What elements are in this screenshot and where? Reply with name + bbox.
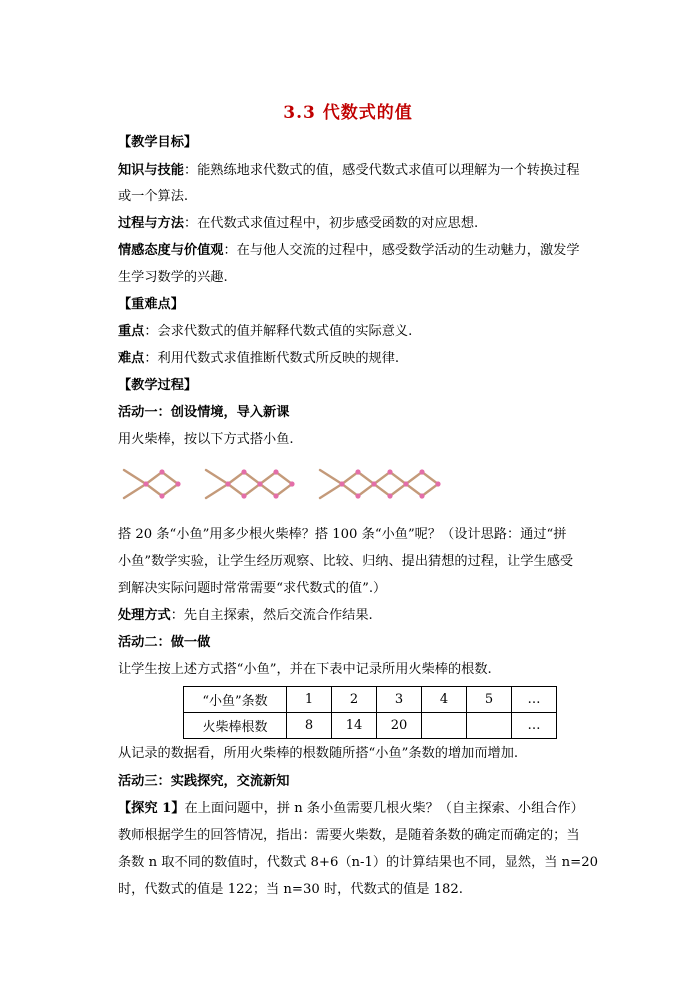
process-method-line — [118, 215, 588, 233]
question-line-3: 到解决实际问题时常常需要“求代数式的值”.） — [118, 581, 387, 596]
table-cell: 8 — [287, 713, 332, 739]
table-row — [184, 687, 557, 713]
table-cell — [422, 713, 467, 739]
table-cell: 5 — [467, 687, 512, 713]
teacher-line-1: 教师根据学生的回答情况，指出：需要火柴数，是随着条数的确定而确定的；当 — [118, 828, 580, 843]
diff-text: ：利用代数式求值推断代数式所反映的规律. — [144, 351, 400, 366]
teacher-line-3: 时，代数式的值是 122；当 n=30 时，代数式的值是 182. — [118, 882, 463, 897]
table-cell — [467, 713, 512, 739]
handle-label: 处理方式 — [118, 608, 171, 623]
explore-label: 【探究 1】 — [118, 801, 185, 816]
activity-3-title: 活动三：实践探究，交流新知 — [118, 774, 290, 789]
emotion-label: 情感态度与价值观 — [118, 243, 224, 258]
table-cell: … — [512, 713, 557, 739]
handle-method-line — [118, 607, 588, 625]
emotion-line — [118, 242, 588, 260]
emotion-text: ：在与他人交流的过程中，感受数学活动的生动魅力，激发学 — [223, 243, 580, 258]
record-table — [183, 686, 557, 739]
activity-2-title: 活动二：做一做 — [118, 635, 211, 650]
difficult-point-line — [118, 350, 588, 368]
table-cell: 14 — [332, 713, 377, 739]
table-cell: 20 — [377, 713, 422, 739]
explore-1-line — [118, 800, 588, 818]
key-text: ：会求代数式的值并解释代数式值的实际意义. — [144, 324, 413, 339]
explore-text: 在上面问题中，拼 n 条小鱼需要几根火柴？（自主探索、小组合作） — [184, 801, 584, 816]
table-row — [184, 713, 557, 739]
question-line-2: 小鱼”数学实验，让学生经历观察、比较、归纳、提出猜想的过程，让学生感受 — [118, 554, 574, 569]
activity-1-text: 用火柴棒，按以下方式搭小鱼. — [118, 432, 294, 447]
table-cell: 2 — [332, 687, 377, 713]
fish-3 — [320, 470, 438, 498]
diff-label: 难点 — [118, 351, 145, 366]
section-teaching-goals: 【教学目标】 — [118, 135, 198, 150]
table-cell: 1 — [287, 687, 332, 713]
handle-text: ：先自主探索，然后交流合作结果. — [170, 608, 373, 623]
activity-1-title: 活动一：创设情境，导入新课 — [118, 405, 290, 420]
teacher-line-2: 条数 n 取不同的数值时，代数式 8+6（n-1）的计算结果也不同，显然，当 n=20 — [118, 855, 599, 870]
knowledge-text: ：能熟练地求代数式的值，感受代数式求值可以理解为一个转换过程 — [183, 163, 580, 178]
emotion-text-cont: 生学习数学的兴趣. — [118, 270, 228, 285]
table-cell: 4 — [422, 687, 467, 713]
table-cell: 3 — [377, 687, 422, 713]
fish-2 — [206, 470, 292, 498]
section-key-difficult: 【重难点】 — [118, 297, 184, 312]
table-cell: 火柴棒根数 — [184, 713, 287, 739]
key-point-line — [118, 323, 588, 341]
page-title: 3.3 代数式的值 — [283, 103, 413, 123]
knowledge-skills-line — [118, 162, 588, 180]
fish-1 — [124, 470, 178, 498]
process-text: ：在代数式求值过程中，初步感受函数的对应思想. — [183, 216, 479, 231]
matchstick-fish-illustration — [118, 462, 468, 506]
after-table-text: 从记录的数据看，所用火柴棒的根数随所搭“小鱼”条数的增加而增加. — [118, 746, 519, 761]
key-label: 重点 — [118, 324, 145, 339]
knowledge-text-cont: 或一个算法. — [118, 189, 189, 204]
activity-2-text: 让学生按上述方式搭“小鱼”，并在下表中记录所用火柴棒的根数. — [118, 662, 492, 677]
table-cell: “小鱼”条数 — [184, 687, 287, 713]
question-line-1: 搭 20 条“小鱼”用多少根火柴棒？搭 100 条“小鱼”呢？（设计思路：通过“拼 — [118, 527, 567, 542]
section-teaching-process: 【教学过程】 — [118, 378, 198, 393]
table-cell: … — [512, 687, 557, 713]
process-label: 过程与方法 — [118, 216, 184, 231]
knowledge-label: 知识与技能 — [118, 163, 184, 178]
